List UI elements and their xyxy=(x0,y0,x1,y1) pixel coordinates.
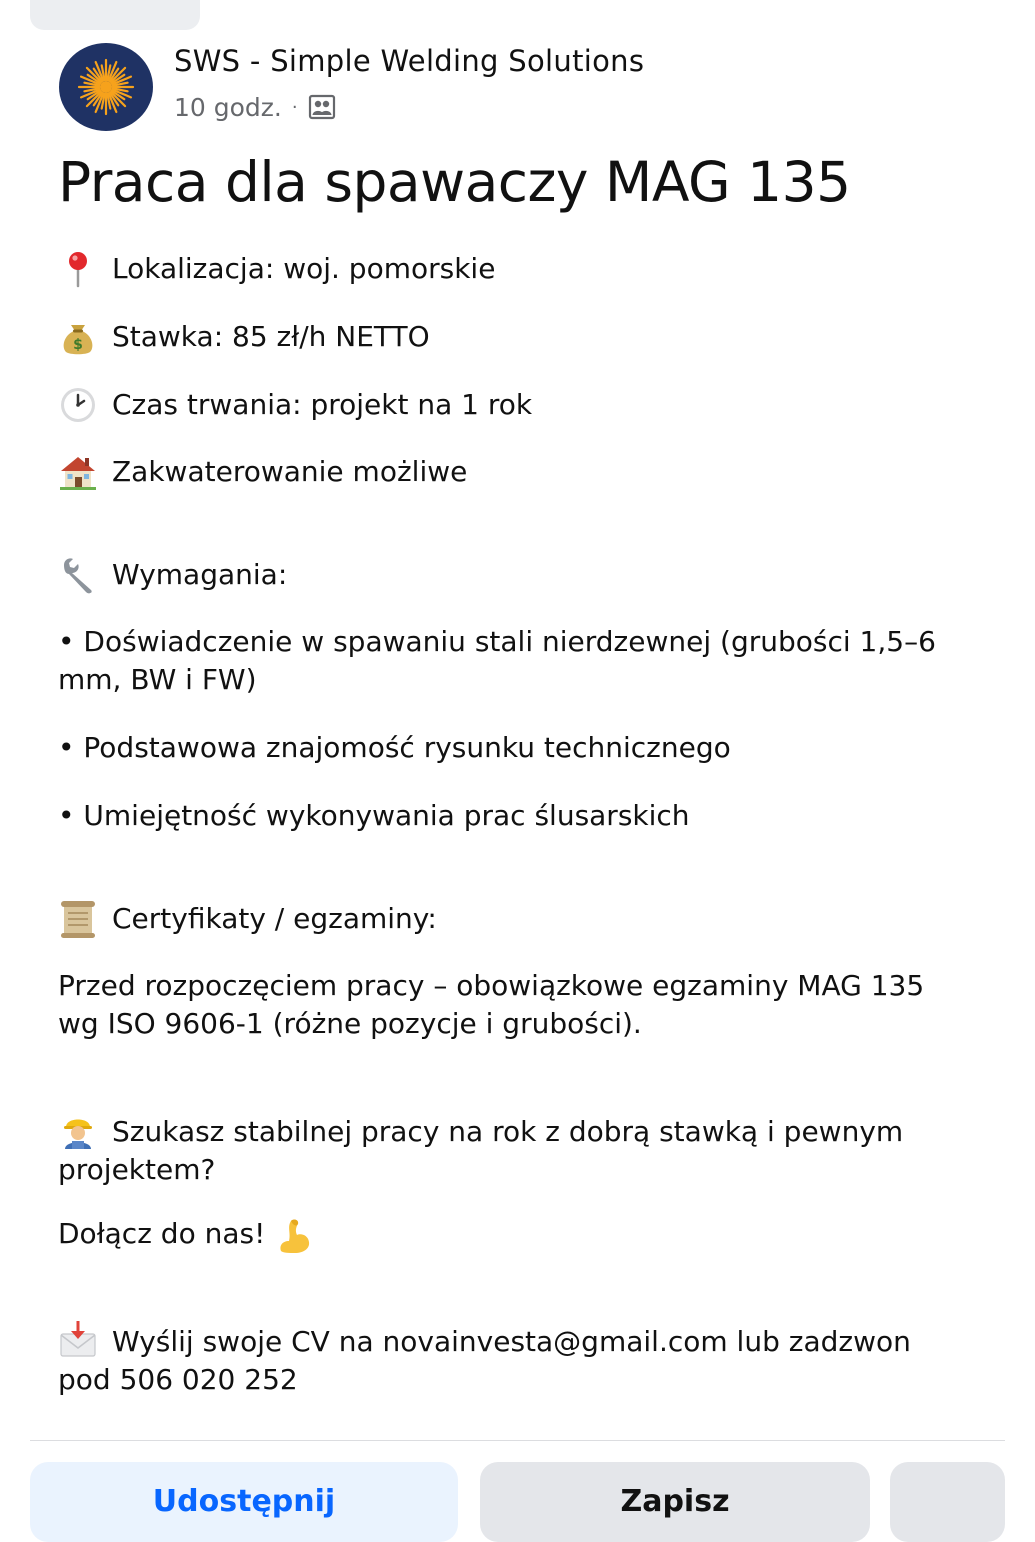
requirement-item: • Umiejętność wykonywania prac ślusarskich xyxy=(58,799,690,832)
detail-text: Lokalizacja: woj. pomorskie xyxy=(112,252,496,285)
detail-location xyxy=(58,249,495,289)
closing-question xyxy=(58,1109,968,1189)
contact-text: Wyślij swoje CV na novainvesta@gmail.com lub zadzwon pod 506 020 252 xyxy=(58,1325,911,1396)
group-audience-icon xyxy=(308,93,336,121)
detail-text: Stawka: 85 zł/h NETTO xyxy=(112,320,430,353)
wrench-icon xyxy=(58,555,98,595)
certificates-text: Przed rozpoczęciem pracy – obowiązkowe egzaminy MAG 135 wg ISO 9606-1 (różne pozycje i grubości). xyxy=(58,969,925,1040)
closing-question-text: Szukasz stabilnej pracy na rok z dobrą stawką i pewnym projektem? xyxy=(58,1115,904,1186)
detail-rate xyxy=(58,317,430,357)
clock-icon xyxy=(58,385,98,425)
page-avatar[interactable] xyxy=(58,42,154,132)
requirements-label: Wymagania: xyxy=(112,558,288,591)
post-time[interactable]: 10 godz. xyxy=(174,92,282,122)
certificates-label: Certyfikaty / egzaminy: xyxy=(112,902,437,935)
detail-accommodation xyxy=(58,452,467,492)
detail-text: Czas trwania: projekt na 1 rok xyxy=(112,388,533,421)
envelope-arrow-icon xyxy=(58,1319,98,1359)
closing-cta-text: Dołącz do nas! xyxy=(58,1217,266,1250)
requirement-item: • Doświadczenie w spawaniu stali nierdzewnej (grubości 1,5–6 mm, BW i FW) xyxy=(58,625,936,696)
svg-text:$: $ xyxy=(73,337,83,353)
money-bag-icon xyxy=(58,317,98,357)
actions-divider xyxy=(30,1440,1005,1441)
meta-separator: · xyxy=(291,96,298,118)
save-button-label: Zapisz xyxy=(620,1484,730,1519)
requirement-item: • Podstawowa znajomość rysunku technicznego xyxy=(58,731,731,764)
detail-duration xyxy=(58,385,532,425)
round-pushpin-icon xyxy=(58,249,98,289)
contact-line xyxy=(58,1319,968,1399)
detail-text: Zakwaterowanie możliwe xyxy=(112,455,468,488)
previous-post-tab xyxy=(30,0,200,30)
save-button[interactable] xyxy=(480,1462,870,1542)
post-meta xyxy=(174,90,336,124)
scroll-icon xyxy=(58,899,98,939)
post-title: Praca dla spawaczy MAG 135 xyxy=(58,150,851,214)
share-button-label: Udostępnij xyxy=(152,1484,336,1519)
certificates-heading xyxy=(58,899,437,939)
share-button[interactable] xyxy=(30,1462,458,1542)
closing-cta xyxy=(58,1215,315,1255)
more-options-button[interactable] xyxy=(890,1462,1005,1542)
requirements-heading xyxy=(58,555,287,595)
page-name[interactable]: SWS - Simple Welding Solutions xyxy=(174,44,645,78)
flexed-biceps-icon xyxy=(275,1215,315,1255)
construction-worker-icon xyxy=(58,1109,98,1149)
house-icon xyxy=(58,452,98,492)
